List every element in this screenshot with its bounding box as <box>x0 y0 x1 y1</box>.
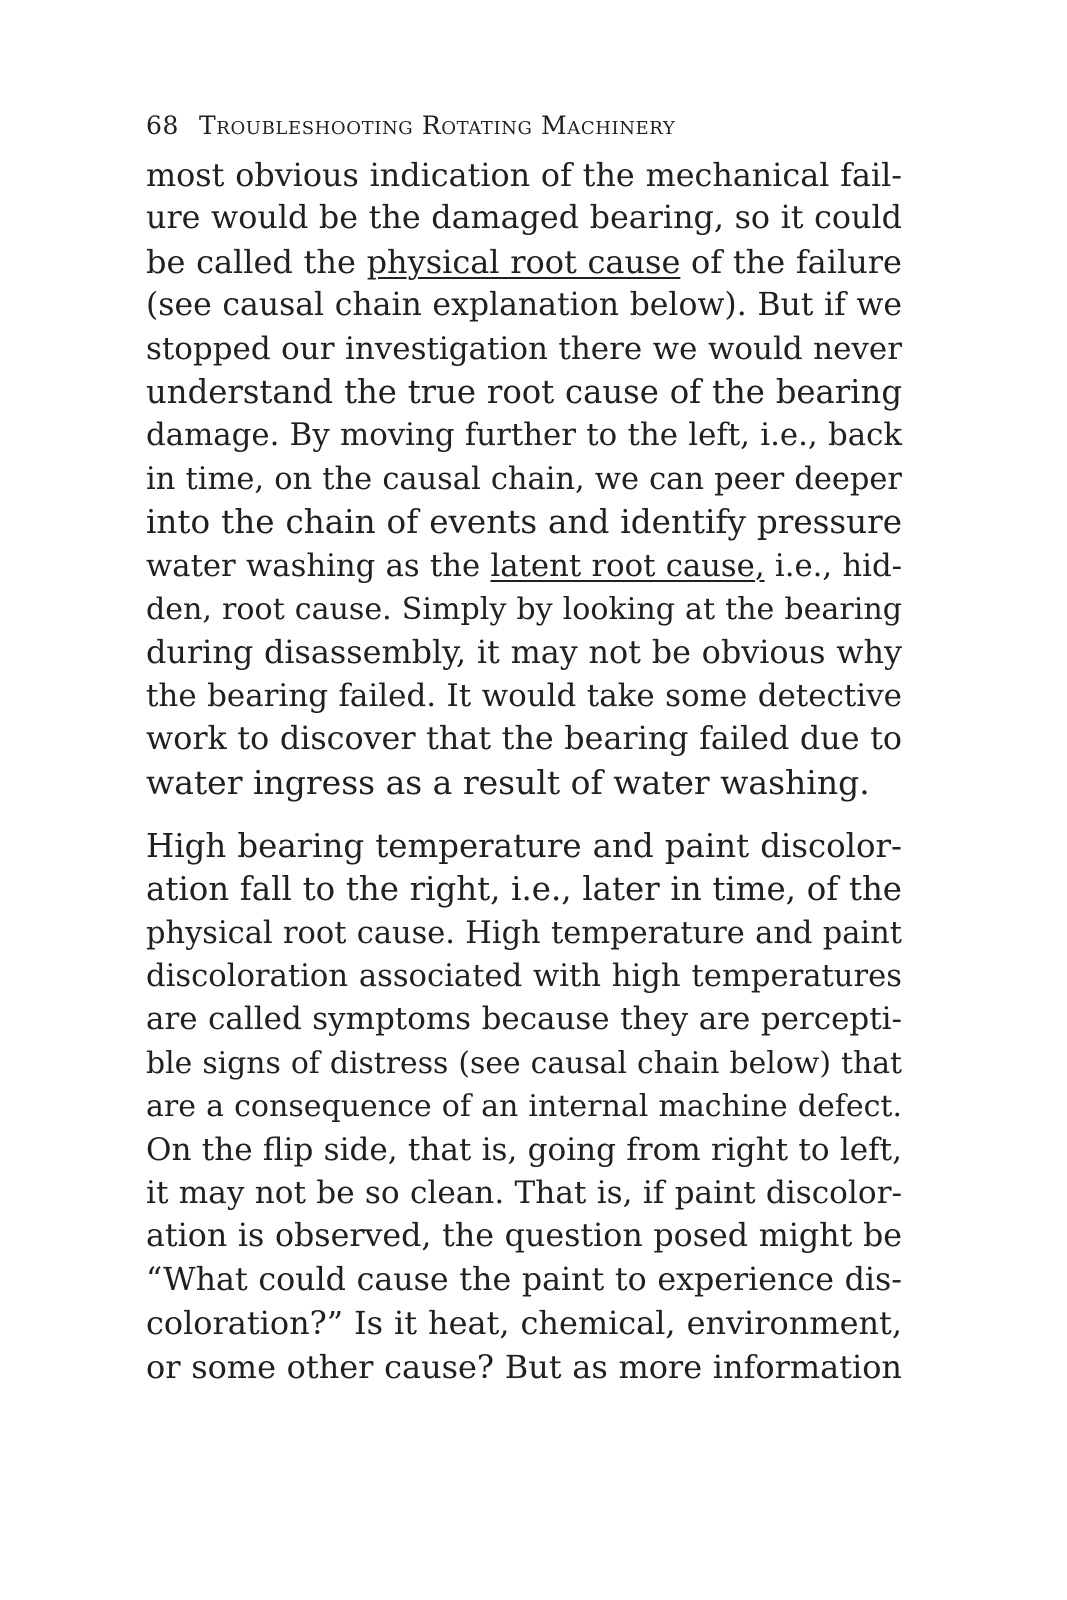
text-line: stopped our investigation there we would never <box>146 330 902 367</box>
text-segment: be called the <box>146 242 367 281</box>
page-number: 68 <box>146 111 180 140</box>
text-line: most obvious indication of the mechanical fail- <box>146 156 902 194</box>
text-segment: water washing as the <box>146 548 491 584</box>
book-page <box>146 104 902 1389</box>
text-line: the bearing failed. It would take some detective <box>146 677 902 714</box>
text-line: work to discover that the bearing failed due to <box>146 721 902 758</box>
text-line: are called symptoms because they are percepti- <box>146 1001 902 1038</box>
text-line: High bearing temperature and paint discolor- <box>146 826 902 865</box>
text-line: discoloration associated with high temperatures <box>146 959 902 995</box>
text-line: into the chain of events and identify pressure <box>146 503 902 542</box>
text-line: physical root cause. High temperature and paint <box>146 915 902 951</box>
running-head <box>146 104 902 148</box>
text-line <box>146 241 902 284</box>
text-line: in time, on the causal chain, we can peer deeper <box>146 461 902 497</box>
text-line: during disassembly, it may not be obvious why <box>146 633 902 672</box>
text-line: ation is observed, the question posed might be <box>146 1218 902 1255</box>
text-line: damage. By moving further to the left, i.e., back <box>146 417 902 454</box>
text-line: it may not be so clean. That is, if paint discolor- <box>146 1174 902 1211</box>
text-line: den, root cause. Simply by looking at the bearing <box>146 591 902 627</box>
paragraph-1 <box>146 154 902 805</box>
text-line: water ingress as a result of water washing. <box>146 763 870 803</box>
text-segment: of the failure <box>680 242 902 281</box>
text-line: “What could cause the paint to experience dis- <box>146 1261 902 1298</box>
latent-root-cause-term: latent root cause, <box>490 548 765 584</box>
book-title: Troubleshooting Rotating Machinery <box>199 111 676 140</box>
text-line: ure would be the damaged bearing, so it could <box>146 200 902 237</box>
text-line: coloration?” Is it heat, chemical, environment, <box>146 1304 902 1343</box>
text-line <box>146 545 902 588</box>
text-line: ble signs of distress (see causal chain below) that <box>146 1045 902 1081</box>
text-line: On the flip side, that is, going from right to left, <box>146 1131 902 1168</box>
text-segment: i.e., hid- <box>764 548 903 584</box>
physical-root-cause-term: physical root cause <box>366 242 681 281</box>
paragraph-2 <box>146 825 902 1389</box>
text-line: or some other cause? But as more information <box>146 1347 902 1386</box>
text-line: are a consequence of an internal machine defect. <box>146 1089 902 1125</box>
text-line: understand the true root cause of the bearing <box>146 372 902 411</box>
text-line: (see causal chain explanation below). But if we <box>146 287 902 324</box>
text-line: ation fall to the right, i.e., later in time, of the <box>146 870 902 909</box>
